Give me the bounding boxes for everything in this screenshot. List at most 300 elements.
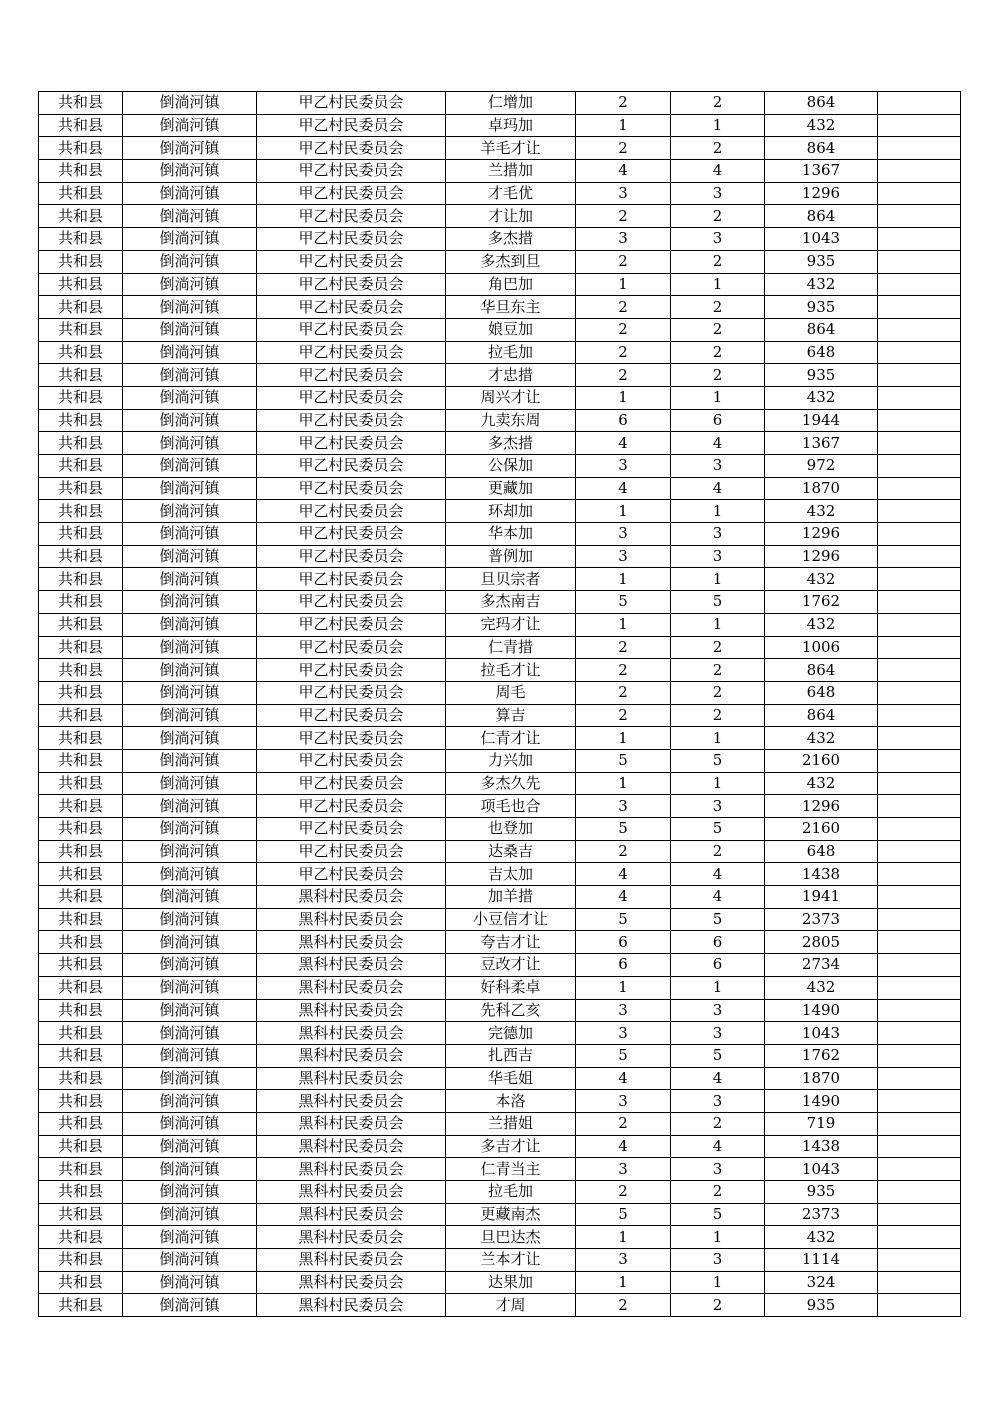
village-committee-cell: 黑科村民委员会 (257, 886, 446, 909)
village-committee-cell: 甲乙村民委员会 (257, 704, 446, 727)
subsidy-persons-cell: 5 (671, 1203, 765, 1226)
name-cell: 环却加 (446, 500, 576, 523)
household-size-cell: 5 (576, 1044, 671, 1067)
name-cell: 羊毛才让 (446, 137, 576, 160)
name-cell: 多杰到旦 (446, 250, 576, 273)
county-cell: 共和县 (39, 1294, 123, 1317)
amount-cell: 1296 (765, 182, 878, 205)
village-committee-cell: 甲乙村民委员会 (257, 863, 446, 886)
village-committee-cell: 黑科村民委员会 (257, 976, 446, 999)
subsidy-persons-cell: 4 (671, 1135, 765, 1158)
subsidy-persons-cell: 1 (671, 976, 765, 999)
table-row (39, 1112, 961, 1135)
name-cell: 豆改才让 (446, 954, 576, 977)
amount-cell: 864 (765, 137, 878, 160)
remark-cell (878, 455, 961, 478)
village-committee-cell: 甲乙村民委员会 (257, 182, 446, 205)
name-cell: 卓玛加 (446, 114, 576, 137)
subsidy-persons-cell: 5 (671, 818, 765, 841)
table-row (39, 613, 961, 636)
town-cell: 倒淌河镇 (123, 228, 257, 251)
amount-cell: 1367 (765, 160, 878, 183)
remark-cell (878, 545, 961, 568)
amount-cell: 719 (765, 1112, 878, 1135)
household-size-cell: 3 (576, 228, 671, 251)
table-row (39, 704, 961, 727)
county-cell: 共和县 (39, 931, 123, 954)
household-size-cell: 3 (576, 999, 671, 1022)
county-cell: 共和县 (39, 455, 123, 478)
county-cell: 共和县 (39, 364, 123, 387)
household-size-cell: 1 (576, 976, 671, 999)
subsidy-persons-cell: 1 (671, 727, 765, 750)
village-committee-cell: 黑科村民委员会 (257, 1181, 446, 1204)
village-committee-cell: 黑科村民委员会 (257, 1112, 446, 1135)
village-committee-cell: 甲乙村民委员会 (257, 273, 446, 296)
county-cell: 共和县 (39, 568, 123, 591)
county-cell: 共和县 (39, 386, 123, 409)
table-row (39, 273, 961, 296)
household-size-cell: 2 (576, 364, 671, 387)
name-cell: 旦巴达杰 (446, 1226, 576, 1249)
county-cell: 共和县 (39, 591, 123, 614)
name-cell: 才毛优 (446, 182, 576, 205)
remark-cell (878, 795, 961, 818)
county-cell: 共和县 (39, 477, 123, 500)
name-cell: 多吉才让 (446, 1135, 576, 1158)
village-committee-cell: 黑科村民委员会 (257, 1044, 446, 1067)
subsidy-persons-cell: 1 (671, 114, 765, 137)
household-size-cell: 1 (576, 273, 671, 296)
remark-cell (878, 250, 961, 273)
name-cell: 达果加 (446, 1271, 576, 1294)
county-cell: 共和县 (39, 1090, 123, 1113)
subsidy-persons-cell: 5 (671, 591, 765, 614)
town-cell: 倒淌河镇 (123, 477, 257, 500)
subsidy-persons-cell: 1 (671, 613, 765, 636)
household-size-cell: 2 (576, 636, 671, 659)
household-size-cell: 1 (576, 1271, 671, 1294)
household-size-cell: 3 (576, 1022, 671, 1045)
subsidy-persons-cell: 1 (671, 772, 765, 795)
county-cell: 共和县 (39, 1203, 123, 1226)
subsidy-persons-cell: 2 (671, 681, 765, 704)
household-size-cell: 3 (576, 545, 671, 568)
name-cell: 公保加 (446, 455, 576, 478)
table-row (39, 818, 961, 841)
town-cell: 倒淌河镇 (123, 659, 257, 682)
subsidy-persons-cell: 1 (671, 568, 765, 591)
remark-cell (878, 205, 961, 228)
name-cell: 周毛 (446, 681, 576, 704)
amount-cell: 432 (765, 976, 878, 999)
household-size-cell: 3 (576, 1249, 671, 1272)
name-cell: 算吉 (446, 704, 576, 727)
household-size-cell: 4 (576, 432, 671, 455)
table-row (39, 1158, 961, 1181)
name-cell: 拉毛才让 (446, 659, 576, 682)
household-size-cell: 1 (576, 386, 671, 409)
name-cell: 加羊措 (446, 886, 576, 909)
amount-cell: 935 (765, 1181, 878, 1204)
name-cell: 多杰久先 (446, 772, 576, 795)
village-committee-cell: 甲乙村民委员会 (257, 318, 446, 341)
table-row (39, 976, 961, 999)
village-committee-cell: 黑科村民委员会 (257, 1158, 446, 1181)
remark-cell (878, 704, 961, 727)
remark-cell (878, 1022, 961, 1045)
remark-cell (878, 886, 961, 909)
table-row (39, 772, 961, 795)
table-row (39, 727, 961, 750)
table-row (39, 931, 961, 954)
town-cell: 倒淌河镇 (123, 636, 257, 659)
village-committee-cell: 黑科村民委员会 (257, 1249, 446, 1272)
village-committee-cell: 甲乙村民委员会 (257, 840, 446, 863)
household-size-cell: 5 (576, 818, 671, 841)
town-cell: 倒淌河镇 (123, 273, 257, 296)
village-committee-cell: 甲乙村民委员会 (257, 636, 446, 659)
town-cell: 倒淌河镇 (123, 749, 257, 772)
name-cell: 仁青才让 (446, 727, 576, 750)
remark-cell (878, 409, 961, 432)
town-cell: 倒淌河镇 (123, 409, 257, 432)
remark-cell (878, 1249, 961, 1272)
amount-cell: 648 (765, 341, 878, 364)
remark-cell (878, 681, 961, 704)
household-size-cell: 1 (576, 727, 671, 750)
village-committee-cell: 甲乙村民委员会 (257, 160, 446, 183)
subsidy-persons-cell: 4 (671, 160, 765, 183)
subsidy-persons-cell: 2 (671, 636, 765, 659)
table-row (39, 92, 961, 115)
county-cell: 共和县 (39, 863, 123, 886)
subsidy-persons-cell: 1 (671, 500, 765, 523)
household-size-cell: 2 (576, 704, 671, 727)
table-row (39, 840, 961, 863)
town-cell: 倒淌河镇 (123, 1271, 257, 1294)
remark-cell (878, 137, 961, 160)
remark-cell (878, 1158, 961, 1181)
household-size-cell: 3 (576, 1090, 671, 1113)
table-row (39, 477, 961, 500)
amount-cell: 1870 (765, 477, 878, 500)
town-cell: 倒淌河镇 (123, 976, 257, 999)
subsidy-persons-cell: 5 (671, 908, 765, 931)
subsidy-persons-cell: 3 (671, 1158, 765, 1181)
amount-cell: 2160 (765, 749, 878, 772)
town-cell: 倒淌河镇 (123, 455, 257, 478)
town-cell: 倒淌河镇 (123, 137, 257, 160)
table-row (39, 500, 961, 523)
household-size-cell: 2 (576, 296, 671, 319)
remark-cell (878, 1090, 961, 1113)
village-committee-cell: 甲乙村民委员会 (257, 386, 446, 409)
subsidy-persons-cell: 1 (671, 273, 765, 296)
remark-cell (878, 364, 961, 387)
remark-cell (878, 908, 961, 931)
amount-cell: 1296 (765, 795, 878, 818)
village-committee-cell: 黑科村民委员会 (257, 1135, 446, 1158)
table-row (39, 250, 961, 273)
subsidy-persons-cell: 3 (671, 999, 765, 1022)
town-cell: 倒淌河镇 (123, 1112, 257, 1135)
town-cell: 倒淌河镇 (123, 318, 257, 341)
household-size-cell: 5 (576, 908, 671, 931)
table-row (39, 1181, 961, 1204)
name-cell: 更藏南杰 (446, 1203, 576, 1226)
subsidy-persons-cell: 2 (671, 250, 765, 273)
name-cell: 仁青措 (446, 636, 576, 659)
subsidy-persons-cell: 6 (671, 954, 765, 977)
village-committee-cell: 黑科村民委员会 (257, 1226, 446, 1249)
county-cell: 共和县 (39, 228, 123, 251)
amount-cell: 2373 (765, 1203, 878, 1226)
county-cell: 共和县 (39, 1044, 123, 1067)
subsidy-persons-cell: 4 (671, 1067, 765, 1090)
table-row (39, 160, 961, 183)
amount-cell: 864 (765, 318, 878, 341)
town-cell: 倒淌河镇 (123, 954, 257, 977)
village-committee-cell: 黑科村民委员会 (257, 954, 446, 977)
village-committee-cell: 甲乙村民委员会 (257, 749, 446, 772)
subsidy-persons-cell: 2 (671, 1294, 765, 1317)
subsidy-persons-cell: 3 (671, 523, 765, 546)
town-cell: 倒淌河镇 (123, 1181, 257, 1204)
town-cell: 倒淌河镇 (123, 160, 257, 183)
table-row (39, 318, 961, 341)
village-committee-cell: 黑科村民委员会 (257, 908, 446, 931)
amount-cell: 1043 (765, 1022, 878, 1045)
table-row (39, 432, 961, 455)
table-row (39, 545, 961, 568)
county-cell: 共和县 (39, 273, 123, 296)
table-row (39, 749, 961, 772)
name-cell: 仁增加 (446, 92, 576, 115)
amount-cell: 648 (765, 840, 878, 863)
town-cell: 倒淌河镇 (123, 364, 257, 387)
name-cell: 好科柔卓 (446, 976, 576, 999)
town-cell: 倒淌河镇 (123, 568, 257, 591)
household-size-cell: 2 (576, 1181, 671, 1204)
village-committee-cell: 甲乙村民委员会 (257, 659, 446, 682)
remark-cell (878, 1044, 961, 1067)
town-cell: 倒淌河镇 (123, 908, 257, 931)
county-cell: 共和县 (39, 1067, 123, 1090)
name-cell: 才忠措 (446, 364, 576, 387)
amount-cell: 1114 (765, 1249, 878, 1272)
remark-cell (878, 1181, 961, 1204)
county-cell: 共和县 (39, 1271, 123, 1294)
household-size-cell: 3 (576, 795, 671, 818)
name-cell: 兰措姐 (446, 1112, 576, 1135)
subsidy-persons-cell: 2 (671, 137, 765, 160)
subsidy-persons-cell: 5 (671, 749, 765, 772)
remark-cell (878, 613, 961, 636)
table-row (39, 364, 961, 387)
name-cell: 才周 (446, 1294, 576, 1317)
name-cell: 多杰南吉 (446, 591, 576, 614)
subsidy-persons-cell: 2 (671, 296, 765, 319)
household-size-cell: 4 (576, 160, 671, 183)
county-cell: 共和县 (39, 205, 123, 228)
town-cell: 倒淌河镇 (123, 205, 257, 228)
village-committee-cell: 甲乙村民委员会 (257, 296, 446, 319)
remark-cell (878, 1203, 961, 1226)
village-committee-cell: 甲乙村民委员会 (257, 818, 446, 841)
amount-cell: 935 (765, 250, 878, 273)
amount-cell: 864 (765, 704, 878, 727)
village-committee-cell: 甲乙村民委员会 (257, 250, 446, 273)
amount-cell: 864 (765, 205, 878, 228)
county-cell: 共和县 (39, 92, 123, 115)
household-size-cell: 1 (576, 114, 671, 137)
town-cell: 倒淌河镇 (123, 250, 257, 273)
amount-cell: 1944 (765, 409, 878, 432)
remark-cell (878, 500, 961, 523)
household-size-cell: 2 (576, 250, 671, 273)
remark-cell (878, 523, 961, 546)
remark-cell (878, 386, 961, 409)
amount-cell: 648 (765, 681, 878, 704)
table-row (39, 228, 961, 251)
subsidy-persons-cell: 2 (671, 205, 765, 228)
amount-cell: 864 (765, 659, 878, 682)
table-row (39, 137, 961, 160)
remark-cell (878, 318, 961, 341)
subsidy-persons-cell: 3 (671, 1022, 765, 1045)
remark-cell (878, 1112, 961, 1135)
subsidy-persons-cell: 2 (671, 341, 765, 364)
amount-cell: 432 (765, 772, 878, 795)
household-size-cell: 6 (576, 931, 671, 954)
table-row (39, 296, 961, 319)
table-row (39, 1044, 961, 1067)
amount-cell: 1490 (765, 1090, 878, 1113)
town-cell: 倒淌河镇 (123, 1044, 257, 1067)
name-cell: 兰措加 (446, 160, 576, 183)
county-cell: 共和县 (39, 704, 123, 727)
village-committee-cell: 甲乙村民委员会 (257, 228, 446, 251)
remark-cell (878, 840, 961, 863)
amount-cell: 432 (765, 386, 878, 409)
county-cell: 共和县 (39, 296, 123, 319)
household-size-cell: 4 (576, 1135, 671, 1158)
subsidy-persons-cell: 4 (671, 863, 765, 886)
table-row (39, 591, 961, 614)
name-cell: 吉太加 (446, 863, 576, 886)
subsidy-persons-cell: 4 (671, 477, 765, 500)
remark-cell (878, 1226, 961, 1249)
county-cell: 共和县 (39, 160, 123, 183)
village-committee-cell: 甲乙村民委员会 (257, 92, 446, 115)
county-cell: 共和县 (39, 976, 123, 999)
table-row (39, 386, 961, 409)
town-cell: 倒淌河镇 (123, 1294, 257, 1317)
amount-cell: 432 (765, 273, 878, 296)
remark-cell (878, 568, 961, 591)
table-row (39, 523, 961, 546)
town-cell: 倒淌河镇 (123, 931, 257, 954)
household-size-cell: 2 (576, 659, 671, 682)
amount-cell: 1006 (765, 636, 878, 659)
name-cell: 也登加 (446, 818, 576, 841)
town-cell: 倒淌河镇 (123, 92, 257, 115)
household-size-cell: 1 (576, 613, 671, 636)
town-cell: 倒淌河镇 (123, 999, 257, 1022)
household-size-cell: 2 (576, 318, 671, 341)
household-size-cell: 3 (576, 182, 671, 205)
town-cell: 倒淌河镇 (123, 795, 257, 818)
county-cell: 共和县 (39, 137, 123, 160)
town-cell: 倒淌河镇 (123, 1135, 257, 1158)
county-cell: 共和县 (39, 182, 123, 205)
amount-cell: 1762 (765, 591, 878, 614)
town-cell: 倒淌河镇 (123, 386, 257, 409)
remark-cell (878, 273, 961, 296)
name-cell: 拉毛加 (446, 1181, 576, 1204)
county-cell: 共和县 (39, 341, 123, 364)
town-cell: 倒淌河镇 (123, 818, 257, 841)
county-cell: 共和县 (39, 772, 123, 795)
table-row (39, 908, 961, 931)
data-table (38, 91, 961, 1317)
county-cell: 共和县 (39, 818, 123, 841)
name-cell: 项毛也合 (446, 795, 576, 818)
town-cell: 倒淌河镇 (123, 591, 257, 614)
village-committee-cell: 甲乙村民委员会 (257, 477, 446, 500)
county-cell: 共和县 (39, 999, 123, 1022)
town-cell: 倒淌河镇 (123, 432, 257, 455)
town-cell: 倒淌河镇 (123, 1067, 257, 1090)
name-cell: 周兴才让 (446, 386, 576, 409)
village-committee-cell: 甲乙村民委员会 (257, 523, 446, 546)
town-cell: 倒淌河镇 (123, 886, 257, 909)
remark-cell (878, 92, 961, 115)
remark-cell (878, 727, 961, 750)
remark-cell (878, 976, 961, 999)
county-cell: 共和县 (39, 840, 123, 863)
village-committee-cell: 黑科村民委员会 (257, 1294, 446, 1317)
name-cell: 先科乙亥 (446, 999, 576, 1022)
household-size-cell: 2 (576, 341, 671, 364)
table-row (39, 1135, 961, 1158)
amount-cell: 935 (765, 364, 878, 387)
name-cell: 本洛 (446, 1090, 576, 1113)
town-cell: 倒淌河镇 (123, 727, 257, 750)
amount-cell: 2373 (765, 908, 878, 931)
remark-cell (878, 772, 961, 795)
subsidy-persons-cell: 3 (671, 455, 765, 478)
remark-cell (878, 432, 961, 455)
household-size-cell: 4 (576, 477, 671, 500)
remark-cell (878, 1135, 961, 1158)
subsidy-persons-cell: 1 (671, 386, 765, 409)
county-cell: 共和县 (39, 681, 123, 704)
household-size-cell: 2 (576, 1294, 671, 1317)
table-row (39, 659, 961, 682)
table-row (39, 568, 961, 591)
amount-cell: 935 (765, 1294, 878, 1317)
name-cell: 华旦东主 (446, 296, 576, 319)
table-row (39, 1203, 961, 1226)
subsidy-persons-cell: 4 (671, 886, 765, 909)
amount-cell: 864 (765, 92, 878, 115)
village-committee-cell: 黑科村民委员会 (257, 931, 446, 954)
county-cell: 共和县 (39, 1135, 123, 1158)
household-size-cell: 5 (576, 1203, 671, 1226)
name-cell: 兰本才让 (446, 1249, 576, 1272)
